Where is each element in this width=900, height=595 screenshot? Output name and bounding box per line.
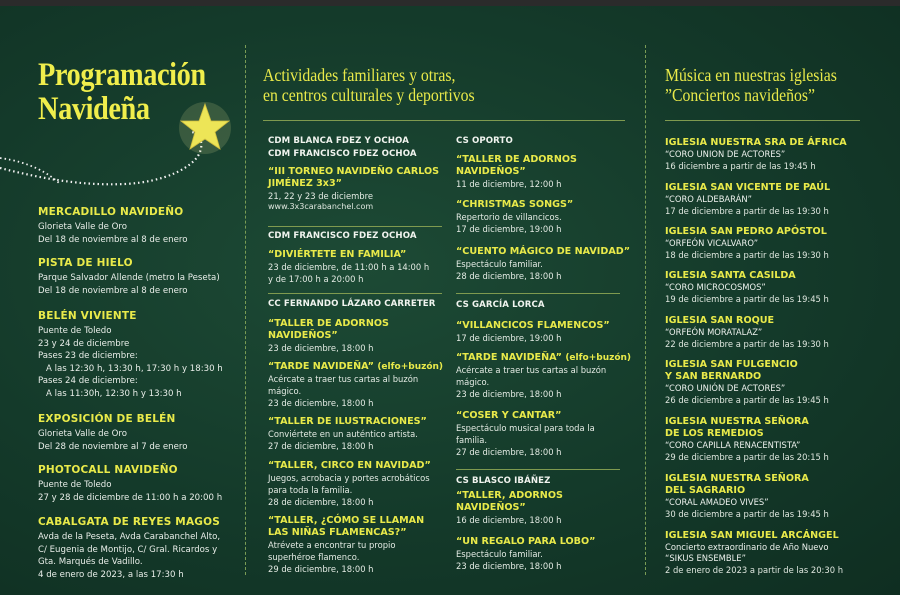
church-choir: “CORO CAPILLA RENACENTISTA” — [665, 440, 801, 450]
church-choir: “CORO ALDEBARÁN” — [665, 194, 752, 204]
church-choir: “ORFEÓN VICALVARO” — [665, 238, 759, 248]
church-name: DEL SAGRARIO — [665, 485, 746, 496]
church-san-fulgencio — [665, 359, 875, 406]
event-date: 28 de diciembre, 18:00 h — [268, 497, 374, 507]
item-title: MERCADILLO NAVIDEÑO — [38, 206, 184, 218]
event-date: 23 de diciembre, 18:00 h — [456, 561, 562, 571]
item-text: Parque Salvador Allende (metro la Peseta) — [38, 273, 220, 283]
church-santa-casilda — [665, 270, 875, 305]
item-mercadillo — [38, 206, 238, 246]
venue-name: CDM FRANCISCO FDEZ OCHOA — [268, 231, 417, 241]
top-strip — [0, 0, 900, 6]
section-rule — [268, 293, 442, 294]
church-name: Y SAN BERNARDO — [665, 371, 762, 382]
event-ilustraciones — [268, 416, 448, 452]
item-pista-hielo — [38, 257, 238, 297]
event-date: y de 17:00 h a 20:00 h — [268, 274, 364, 284]
church-name: IGLESIA SAN FULGENCIO — [665, 359, 798, 370]
item-photocall — [38, 464, 238, 504]
column-divider-1 — [245, 45, 246, 575]
event-desc: mágico. — [456, 377, 490, 387]
event-tarde-navidena-2 — [456, 352, 636, 400]
event-coser-cantar — [456, 410, 636, 458]
event-date: 27 de diciembre, 18:00 h — [456, 447, 562, 457]
event-title: JIMÉNEZ 3x3” — [268, 178, 342, 189]
church-san-pedro — [665, 226, 875, 261]
event-title: “DIVIÉRTETE EN FAMILIA” — [268, 249, 407, 260]
church-san-vicente — [665, 182, 875, 217]
event-date: 28 de diciembre, 18:00 h — [456, 271, 562, 281]
event-cuento-magico — [456, 246, 636, 282]
church-name: IGLESIA SAN PEDRO APÓSTOL — [665, 226, 827, 237]
church-date: 18 de diciembre a partir de las 19:30 h — [665, 250, 829, 260]
item-text: Puente de Toledo — [38, 480, 112, 490]
event-title: “CHRISTMAS SONGS” — [456, 199, 574, 210]
event-desc: superhéroe flamenco. — [268, 552, 360, 562]
church-sagrario — [665, 473, 875, 520]
item-title: EXPOSICIÓN DE BELÉN — [38, 413, 176, 425]
church-name: IGLESIA NUESTRA SEÑORA — [665, 416, 809, 427]
church-san-roque — [665, 315, 875, 350]
section-rule — [456, 469, 620, 470]
event-title: “UN REGALO PARA LOBO” — [456, 536, 596, 547]
item-text: 27 y 28 de diciembre de 11:00 h a 20:00 h — [38, 492, 223, 503]
item-text: A las 11:30h, 12:30 h y 13:30 h — [46, 388, 182, 399]
event-title: “COSER Y CANTAR” — [456, 410, 562, 421]
item-cabalgata — [38, 516, 238, 581]
church-name: DE LOS REMEDIOS — [665, 428, 764, 439]
church-name: IGLESIA SANTA CASILDA — [665, 270, 796, 281]
event-date: 17 de diciembre, 19:00 h — [456, 224, 562, 234]
event-title: “CUENTO MÁGICO DE NAVIDAD” — [456, 246, 631, 257]
church-name: IGLESIA SAN ROQUE — [665, 315, 775, 326]
venue-name: CS BLASCO IBÁÑEZ — [456, 476, 551, 486]
event-date: 16 de diciembre, 18:00 h — [456, 515, 562, 525]
event-date: 29 de diciembre, 18:00 h — [268, 564, 374, 574]
star-garland-icon — [0, 98, 245, 198]
event-title: “TARDE NAVIDEÑA” — [456, 352, 562, 363]
heading-rule — [263, 120, 625, 121]
event-diviertete — [268, 249, 448, 285]
item-text: Pases 24 de diciembre: — [38, 376, 138, 386]
event-villancicos — [456, 320, 636, 344]
heading-rule — [665, 120, 860, 121]
event-oporto-adornos — [456, 154, 636, 190]
church-date: 22 de diciembre a partir de las 19:30 h — [665, 339, 829, 349]
venue-name: CS GARCÍA LORCA — [456, 300, 545, 310]
church-date: 30 de diciembre a partir de las 19:45 h — [665, 509, 829, 519]
item-text: Avda de la Peseta, Avda Carabanchel Alto, — [38, 532, 221, 542]
church-date: 2 de enero de 2023 a partir de las 20:30 h — [665, 565, 844, 575]
venue-cdm-blanca — [268, 135, 448, 161]
event-title: “TALLER, CIRCO EN NAVIDAD” — [268, 460, 431, 471]
event-torneo — [268, 166, 448, 211]
event-ninas-flamencas — [268, 515, 448, 575]
event-taller-adornos — [268, 318, 448, 354]
event-title: “TALLER, ADORNOS — [456, 490, 563, 501]
event-title: “VILLANCICOS FLAMENCOS” — [456, 320, 610, 331]
section-rule — [268, 226, 442, 227]
item-text: Del 18 de noviembre al 8 de enero — [38, 234, 188, 245]
event-title-extra: (elfo+buzón) — [565, 353, 632, 363]
event-title: “TALLER, ¿CÓMO SE LLAMAN — [268, 515, 425, 526]
item-text: Del 28 de noviembre al 7 de enero — [38, 441, 188, 452]
event-desc: Acércate a traer tus cartas al buzón — [456, 365, 607, 375]
church-name: IGLESIA SAN MIGUEL ARCÁNGEL — [665, 530, 839, 541]
event-title: NAVIDEÑOS” — [268, 330, 338, 341]
event-desc: Juegos, acrobacia y portes acrobáticos — [268, 473, 430, 483]
church-date: 17 de diciembre a partir de las 19:30 h — [665, 206, 829, 216]
event-desc: para toda la familia. — [268, 485, 353, 495]
item-text: Del 18 de noviembre al 8 de enero — [38, 285, 188, 296]
church-name: IGLESIA NUESTRA SEÑORA — [665, 473, 809, 484]
event-desc: mágico. — [268, 386, 302, 396]
event-desc: Acércate a traer tus cartas al buzón — [268, 374, 419, 384]
event-date: 23 de diciembre, de 11:00 h a 14:00 h — [268, 262, 430, 272]
item-text: Pases 23 de diciembre: — [38, 351, 138, 361]
item-belen-viviente — [38, 310, 238, 400]
heading-line-2: en centros culturales y deportivos — [263, 85, 475, 105]
church-choir: “CORO UNIÓN DE ACTORES” — [665, 383, 786, 393]
item-text: Gta. Marqués de Vadillo. — [38, 557, 143, 567]
church-name: IGLESIA SAN VICENTE DE PAÚL — [665, 182, 831, 193]
event-date: 11 de diciembre, 12:00 h — [456, 179, 562, 189]
item-title: PHOTOCALL NAVIDEÑO — [38, 464, 178, 476]
event-desc: Atrévete a encontrar tu propio — [268, 540, 396, 550]
event-christmas-songs — [456, 199, 636, 235]
item-text: Puente de Toledo — [38, 326, 112, 336]
church-choir: “CORO UNION DE ACTORES” — [665, 149, 786, 159]
item-title: PISTA DE HIELO — [38, 257, 133, 269]
activities-heading — [263, 65, 596, 105]
item-text: Glorieta Valle de Oro — [38, 429, 127, 439]
event-date: 23 de diciembre, 18:00 h — [456, 389, 562, 399]
event-title: “TALLER DE ADORNOS — [456, 154, 577, 165]
concerts-heading — [665, 65, 872, 105]
event-title: NAVIDEÑOS” — [456, 166, 526, 177]
venue-cs-blasco — [456, 475, 636, 488]
church-san-miguel — [665, 530, 875, 576]
item-title: BELÉN VIVIENTE — [38, 310, 137, 322]
event-title: “TALLER DE ILUSTRACIONES” — [268, 416, 427, 427]
heading-line-1: Música en nuestras iglesias — [665, 65, 837, 85]
venue-cs-oporto — [456, 135, 636, 148]
event-desc: Repertorio de villancicos. — [456, 212, 562, 222]
heading-line-1: Actividades familiares y otras, — [263, 65, 456, 85]
church-date: 19 de diciembre a partir de las 19:45 h — [665, 294, 829, 304]
event-date: 23 de diciembre, 18:00 h — [268, 398, 374, 408]
item-text: 23 y 24 de diciembre — [38, 338, 130, 349]
event-regalo-lobo — [456, 536, 636, 572]
event-title-extra: (elfo+buzón) — [377, 362, 444, 372]
venue-name: CDM FRANCISCO FDEZ OCHOA — [268, 149, 417, 159]
venue-name: CS OPORTO — [456, 136, 513, 146]
venue-name: CDM BLANCA FDEZ Y OCHOA — [268, 136, 409, 146]
church-choir: “ORFEÓN MORATALAZ” — [665, 327, 763, 337]
event-title: “TALLER DE ADORNOS — [268, 318, 389, 329]
title-line-2: Navideña — [38, 91, 150, 127]
church-choir: “SIKUS ENSEMBLE” — [665, 553, 746, 563]
section-rule — [456, 293, 620, 294]
event-title: “III TORNEO NAVIDEÑO CARLOS — [268, 166, 440, 177]
venue-name: CC FERNANDO LÁZARO CARRETER — [268, 299, 436, 309]
church-remedios — [665, 416, 875, 463]
heading-line-2: ”Conciertos navideños” — [665, 85, 816, 105]
church-date: 16 diciembre a partir de las 19:45 h — [665, 161, 816, 171]
event-date: 21, 22 y 23 de diciembre — [268, 191, 373, 201]
event-desc: Conviértete en un auténtico artista. — [268, 429, 418, 439]
event-desc: Espectáculo musical para toda la — [456, 423, 595, 433]
church-choir: “CORO MICROCOSMOS” — [665, 282, 766, 292]
event-tarde-navidena — [268, 361, 448, 409]
venue-cs-garcia-lorca — [456, 299, 636, 312]
venue-cdm-francisco — [268, 230, 448, 243]
church-date: 29 de diciembre a partir de las 20:15 h — [665, 452, 829, 462]
event-url: www.3x3carabanchel.com — [268, 202, 374, 211]
column-divider-2 — [645, 45, 646, 575]
title-line-1: Programación — [38, 57, 206, 93]
item-title: CABALGATA DE REYES MAGOS — [38, 516, 220, 528]
event-desc: Espectáculo familiar. — [456, 549, 543, 559]
church-date: 26 de diciembre a partir de las 19:45 h — [665, 395, 829, 405]
event-blasco-adornos — [456, 490, 636, 526]
item-exposicion-belen — [38, 413, 238, 453]
event-title: NAVIDEÑOS” — [456, 502, 526, 513]
event-circo — [268, 460, 448, 508]
event-date: 27 de diciembre, 18:00 h — [268, 441, 374, 451]
event-desc: familia. — [456, 435, 488, 445]
item-text: 4 de enero de 2023, a las 17:30 h — [38, 569, 184, 580]
event-title: LAS NIÑAS FLAMENCAS?” — [268, 527, 407, 538]
church-africa — [665, 137, 875, 172]
church-choir: “CORAL AMADEO VIVES” — [665, 497, 769, 507]
church-choir: Concierto extraordinario de Año Nuevo — [665, 542, 829, 552]
venue-cc-fernando — [268, 298, 448, 311]
event-date: 17 de diciembre, 19:00 h — [456, 333, 562, 343]
event-desc: Espectáculo familiar. — [456, 259, 543, 269]
event-date: 23 de diciembre, 18:00 h — [268, 343, 374, 353]
item-text: A las 12:30 h, 13:30 h, 17:30 h y 18:30 h — [46, 363, 223, 374]
item-text: Glorieta Valle de Oro — [38, 222, 127, 232]
church-name: IGLESIA NUESTRA SRA DE ÁFRICA — [665, 137, 847, 148]
event-title: “TARDE NAVIDEÑA” — [268, 361, 374, 372]
item-text: C/ Eugenia de Montijo, C/ Gral. Ricardos y — [38, 544, 218, 555]
